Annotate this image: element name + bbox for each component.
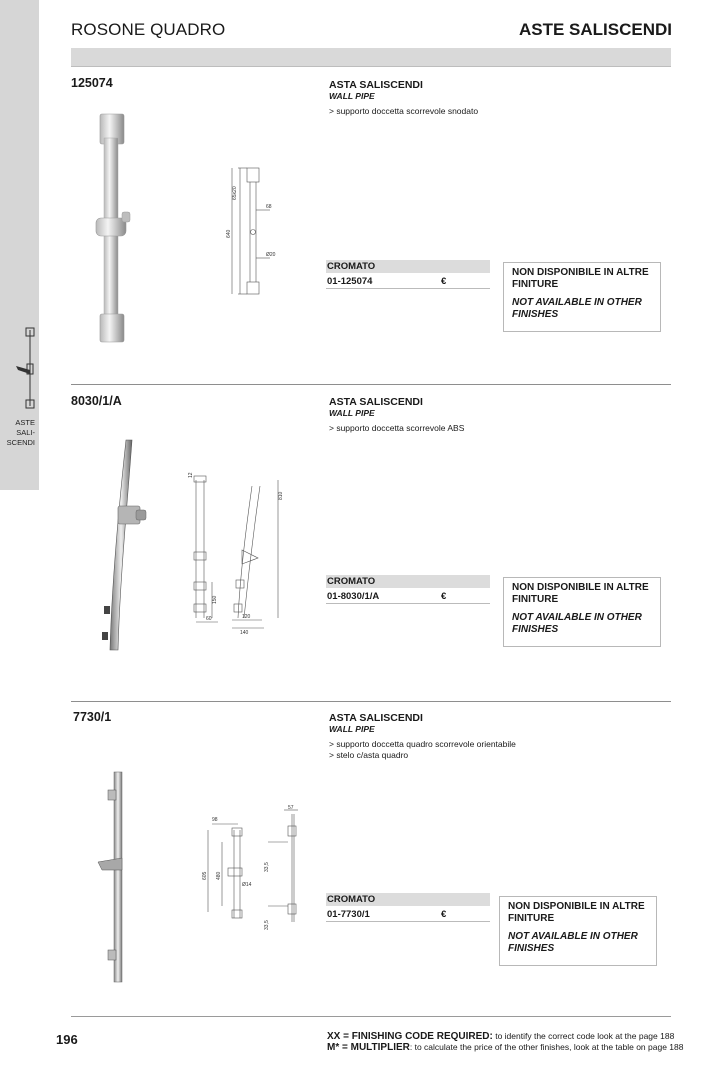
section-divider <box>71 701 671 702</box>
price-currency: € <box>441 909 447 920</box>
dim-label: 120 <box>242 614 251 620</box>
technical-drawing-8030-1-a <box>182 468 292 638</box>
sidebar-wall-pipe-icon <box>12 326 38 410</box>
dim-label: 57 <box>288 805 294 811</box>
footer-divider <box>71 1016 671 1017</box>
description-line: > supporto doccetta scorrevole snodato <box>329 106 479 116</box>
product-photo-125074 <box>88 108 138 348</box>
footer-note-multiplier <box>327 1042 683 1053</box>
description-line: > stelo c/asta quadro <box>329 750 409 760</box>
product-subtitle: WALL PIPE <box>329 408 375 418</box>
footer-note-finishing-text: to identify the correct code look at the page 188 <box>492 1031 675 1041</box>
sidebar-label <box>0 418 38 448</box>
availability-note-it: NON DISPONIBILE IN ALTRE FINITURE <box>508 901 645 924</box>
finish-code: 01-7730/1 <box>326 908 490 922</box>
footer-note-finishing <box>327 1031 674 1042</box>
product-photo-7730-1 <box>94 770 134 986</box>
dim-label: 605 <box>202 871 208 880</box>
product-title: ASTA SALISCENDI <box>329 79 423 91</box>
availability-note <box>503 577 661 647</box>
finish-header: CROMATO <box>326 260 490 273</box>
sidebar-line: SALI- <box>16 428 35 437</box>
availability-note-en: NOT AVAILABLE IN OTHER FINISHES <box>508 931 638 954</box>
product-code: 7730/1 <box>73 710 112 724</box>
availability-note-it: NON DISPONIBILE IN ALTRE FINITURE <box>512 582 649 605</box>
technical-drawing-125074 <box>222 160 292 300</box>
dim-label: 810 <box>278 491 284 500</box>
product-title: ASTA SALISCENDI <box>329 712 423 724</box>
sidebar-tab <box>0 0 39 490</box>
availability-note-en: NOT AVAILABLE IN OTHER FINISHES <box>512 297 642 320</box>
dim-label: Ø14 <box>242 882 252 888</box>
dim-label: 33,5 <box>264 920 270 930</box>
header-bar <box>71 48 671 67</box>
page-number: 196 <box>56 1032 78 1047</box>
product-description <box>329 739 516 761</box>
footer-note-multiplier-label: M* = MULTIPLIER <box>327 1042 410 1053</box>
product-code: 8030/1/A <box>71 394 122 408</box>
technical-drawing-7730-1 <box>198 806 308 936</box>
price-currency: € <box>441 276 447 287</box>
finish-code: 01-8030/1/A <box>326 590 490 604</box>
dim-label: 640 <box>226 229 232 238</box>
finish-code: 01-125074 <box>326 275 490 289</box>
finish-header: CROMATO <box>326 893 490 906</box>
price-currency: € <box>441 591 447 602</box>
sidebar-line: SCENDI <box>6 438 35 447</box>
product-title: ASTA SALISCENDI <box>329 396 423 408</box>
dim-label: Ø20 <box>266 252 276 258</box>
page-title-right: ASTE SALISCENDI <box>518 20 672 39</box>
product-description <box>329 423 464 434</box>
dim-label: 12 <box>188 472 194 478</box>
dim-label: 140 <box>240 630 249 636</box>
product-subtitle: WALL PIPE <box>329 724 375 734</box>
dim-label: 480 <box>216 871 222 880</box>
availability-note <box>499 896 657 966</box>
dim-label: 33,5 <box>264 862 270 872</box>
availability-note-en: NOT AVAILABLE IN OTHER FINISHES <box>512 612 642 635</box>
product-subtitle: WALL PIPE <box>329 91 375 101</box>
description-line: > supporto doccetta quadro scorrevole orientabile <box>329 739 516 749</box>
finish-header: CROMATO <box>326 575 490 588</box>
dim-label: 60 <box>206 616 212 622</box>
dim-label: 98 <box>212 817 218 823</box>
availability-note-it: NON DISPONIBILE IN ALTRE FINITURE <box>512 267 649 290</box>
product-code: 125074 <box>71 76 113 90</box>
dim-label: 68 <box>266 204 272 210</box>
product-description <box>329 106 478 117</box>
footer-note-multiplier-text: : to calculate the price of the other finishes, look at the table on page 188 <box>409 1042 684 1052</box>
sidebar-line: ASTE <box>15 418 35 427</box>
dim-label: 150 <box>212 595 218 604</box>
page-title-left: ROSONE QUADRO <box>71 20 226 39</box>
dim-label: 65x20 <box>232 186 238 200</box>
description-line: > supporto doccetta scorrevole ABS <box>329 423 465 433</box>
section-divider <box>71 384 671 385</box>
footer-note-finishing-label: XX = FINISHING CODE REQUIRED: <box>327 1031 493 1042</box>
product-photo-8030-1-a <box>88 436 168 656</box>
availability-note <box>503 262 661 332</box>
